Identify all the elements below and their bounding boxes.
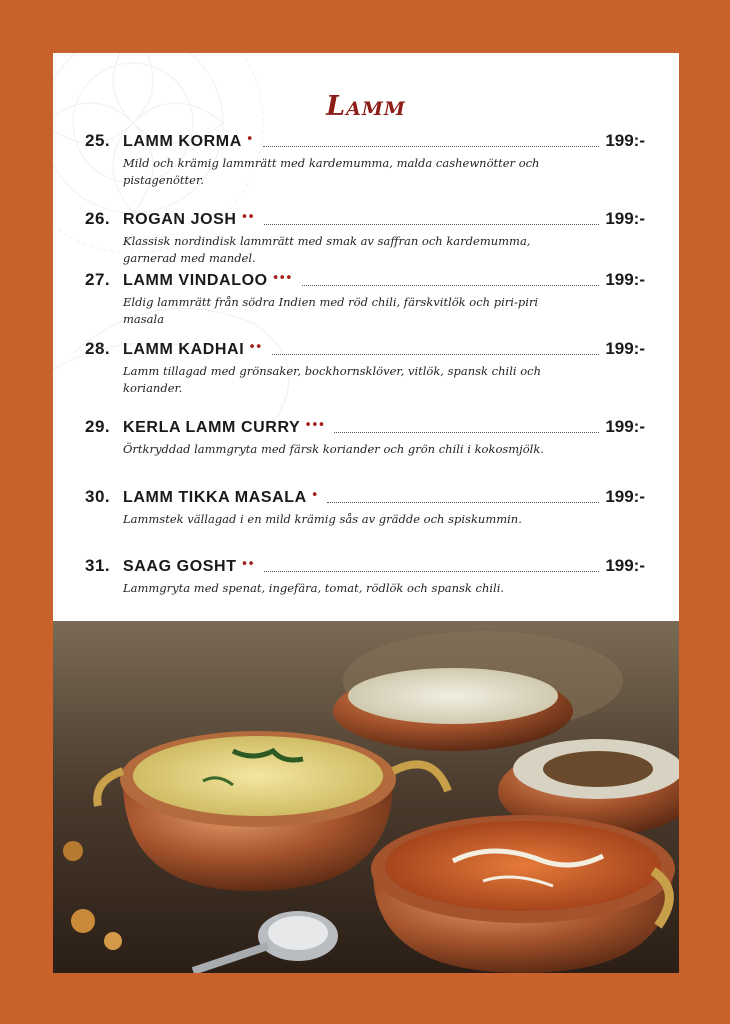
food-photo [53, 621, 679, 973]
item-number: 27. [85, 270, 111, 289]
menu-item [85, 339, 645, 397]
item-price: 199:- [605, 339, 645, 358]
item-price: 199:- [605, 270, 645, 289]
section-title: Lamm [326, 91, 406, 122]
item-number: 28. [85, 339, 111, 358]
item-name: LAMM KADHAI [123, 341, 245, 358]
dot-leader [334, 431, 599, 433]
item-description: Lamm tillagad med grönsaker, bockhornsklöver, vitlök, spansk chili och koriander. [123, 364, 541, 395]
item-price: 199:- [605, 131, 645, 150]
menu-item [85, 209, 645, 267]
spice-level-icon: •• [240, 210, 254, 225]
menu-item [85, 556, 645, 597]
spice-level-icon: •• [240, 557, 254, 572]
dot-leader [264, 223, 599, 225]
item-number: 26. [85, 209, 111, 228]
menu-item [85, 131, 645, 189]
spice-level-icon: ••• [304, 418, 325, 433]
dot-leader [264, 570, 599, 572]
dot-leader [263, 145, 600, 147]
dot-leader [272, 353, 600, 355]
menu-item [85, 270, 645, 328]
item-name: LAMM TIKKA MASALA [123, 489, 307, 506]
menu-item [85, 487, 645, 528]
item-price: 199:- [605, 556, 645, 575]
item-number: 31. [85, 556, 111, 575]
item-name: ROGAN JOSH [123, 211, 237, 228]
spice-level-icon: • [310, 488, 318, 503]
item-description: Klassisk nordindisk lammrätt med smak av saffran och kardemumma, garnerad med mandel. [123, 234, 531, 265]
item-name: LAMM VINDALOO [123, 272, 268, 289]
item-price: 199:- [605, 209, 645, 228]
item-description: Eldig lammrätt från södra Indien med röd chili, färskvitlök och piri-piri masala [123, 295, 539, 326]
item-number: 25. [85, 131, 111, 150]
spice-level-icon: ••• [271, 271, 292, 286]
item-description: Lammgryta med spenat, ingefära, tomat, rödlök och spansk chili. [123, 581, 505, 595]
item-name: LAMM KORMA [123, 133, 242, 150]
item-description: Mild och krämig lammrätt med kardemumma, malda cashewnötter och pistagenötter. [123, 156, 540, 187]
item-number: 29. [85, 417, 111, 436]
dot-leader [302, 284, 600, 286]
item-description: Lammstek vällagad i en mild krämig sås av grädde och spiskummin. [123, 512, 522, 526]
dot-leader [327, 501, 599, 503]
item-description: Örtkryddad lammgryta med färsk koriander och grön chili i kokosmjölk. [123, 442, 544, 456]
menu-item [85, 417, 645, 458]
item-number: 30. [85, 487, 111, 506]
item-price: 199:- [605, 417, 645, 436]
item-name: KERLA LAMM CURRY [123, 419, 301, 436]
item-price: 199:- [605, 487, 645, 506]
curry-bowls-illustration [53, 621, 679, 973]
spice-level-icon: • [245, 132, 253, 147]
spice-level-icon: •• [248, 340, 262, 355]
item-name: SAAG GOSHT [123, 558, 237, 575]
